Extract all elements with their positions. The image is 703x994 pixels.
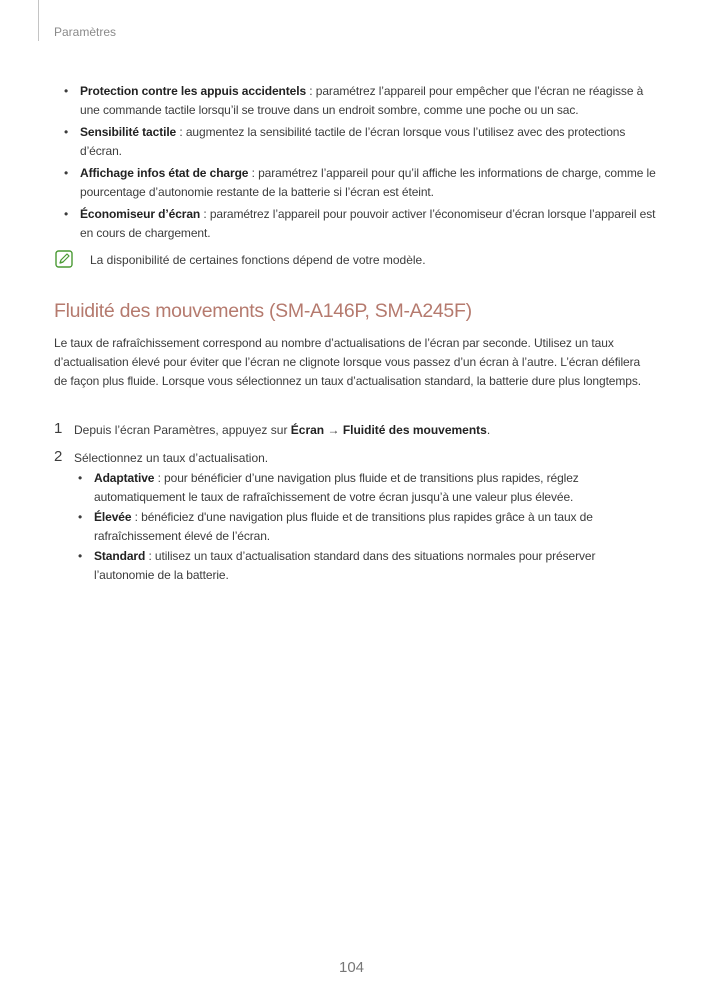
menu-smoothness: Fluidité des mouvements	[342, 423, 487, 437]
refresh-rate-options	[74, 469, 644, 586]
section-title: Fluidité des mouvements (SM-A146P, SM-A245F)	[54, 300, 472, 322]
bullet-dot: •	[78, 549, 83, 563]
step-text-lead: Depuis l’écran Paramètres, appuyez sur	[74, 423, 291, 437]
step-text	[74, 421, 490, 440]
list-item	[60, 164, 660, 202]
item-text: : augmentez la sensibilité tactile de l’écran lorsque vous l’utilisez avec des protections d’écran.	[80, 125, 626, 158]
bullet-dot: •	[78, 471, 83, 485]
header-rule	[38, 0, 39, 41]
arrow: →	[324, 423, 343, 437]
list-item	[60, 205, 660, 243]
list-item	[74, 469, 644, 507]
step-text: Sélectionnez un taux d’actualisation.	[74, 451, 269, 465]
bullet-dot: •	[78, 510, 83, 524]
intro-paragraph: Le taux de rafraîchissement correspond au nombre d’actualisations de l’écran par seconde. Utilisez un taux d’actualisation élevé pour éviter que l’écran ne clignote lorsque vous passez d’un écran à l’autre. L’écran défilera de façon plus fluide. Lorsque vous sélectionnez un taux d’actualisation standard, la batterie dure plus longtemps.	[54, 336, 641, 388]
bullet-dot: •	[64, 166, 69, 180]
page-number: 104	[338, 959, 365, 976]
feature-list	[60, 82, 660, 246]
note-text: La disponibilité de certaines fonctions dépend de votre modèle.	[90, 253, 426, 267]
item-text: : pour bénéficier d’une navigation plus fluide et de transitions plus rapides, réglez automatiquement le taux de rafraîchissement de votre écran jusqu’à une valeur plus élevée.	[94, 471, 579, 504]
item-text: : paramétrez l’appareil pour empêcher que l’écran ne réagisse à une commande tactile lorsqu’il se trouve dans un endroit sombre, comme une poche ou un sac.	[80, 84, 644, 117]
note-pencil-icon	[55, 250, 73, 268]
item-text: : paramétrez l’appareil pour qu’il affiche les informations de charge, comme le pourcentage d’autonomie restante de la batterie si l’écran est éteint.	[80, 166, 656, 199]
bullet-dot: •	[64, 207, 69, 221]
item-text: : paramétrez l’appareil pour pouvoir activer l’économiseur d’écran lorsque l’appareil est en cours de chargement.	[80, 207, 656, 240]
menu-screen: Écran	[290, 423, 325, 437]
list-item	[60, 82, 660, 120]
step-text-end: .	[486, 423, 491, 437]
step-number: 1	[54, 420, 63, 437]
item-term: Affichage infos état de charge	[80, 166, 249, 180]
item-term: Économiseur d’écran	[80, 207, 201, 221]
item-term: Adaptative	[94, 471, 155, 485]
bullet-dot: •	[64, 84, 69, 98]
item-term: Élevée	[94, 510, 132, 524]
item-term: Standard	[94, 549, 146, 563]
item-text: : bénéficiez d'une navigation plus fluide et de transitions plus rapides grâce à un taux de rafraîchissement élevé de l’écran.	[94, 510, 593, 543]
item-term: Sensibilité tactile	[80, 125, 177, 139]
step-number: 2	[54, 448, 63, 465]
list-item	[74, 547, 644, 585]
item-text: : utilisez un taux d’actualisation standard dans des situations normales pour préserver l’autonomie de la batterie.	[94, 549, 596, 582]
bullet-dot: •	[64, 125, 69, 139]
section-header: Paramètres	[54, 25, 117, 39]
list-item	[74, 508, 644, 546]
item-term: Protection contre les appuis accidentels	[80, 84, 307, 98]
list-item	[60, 123, 660, 161]
